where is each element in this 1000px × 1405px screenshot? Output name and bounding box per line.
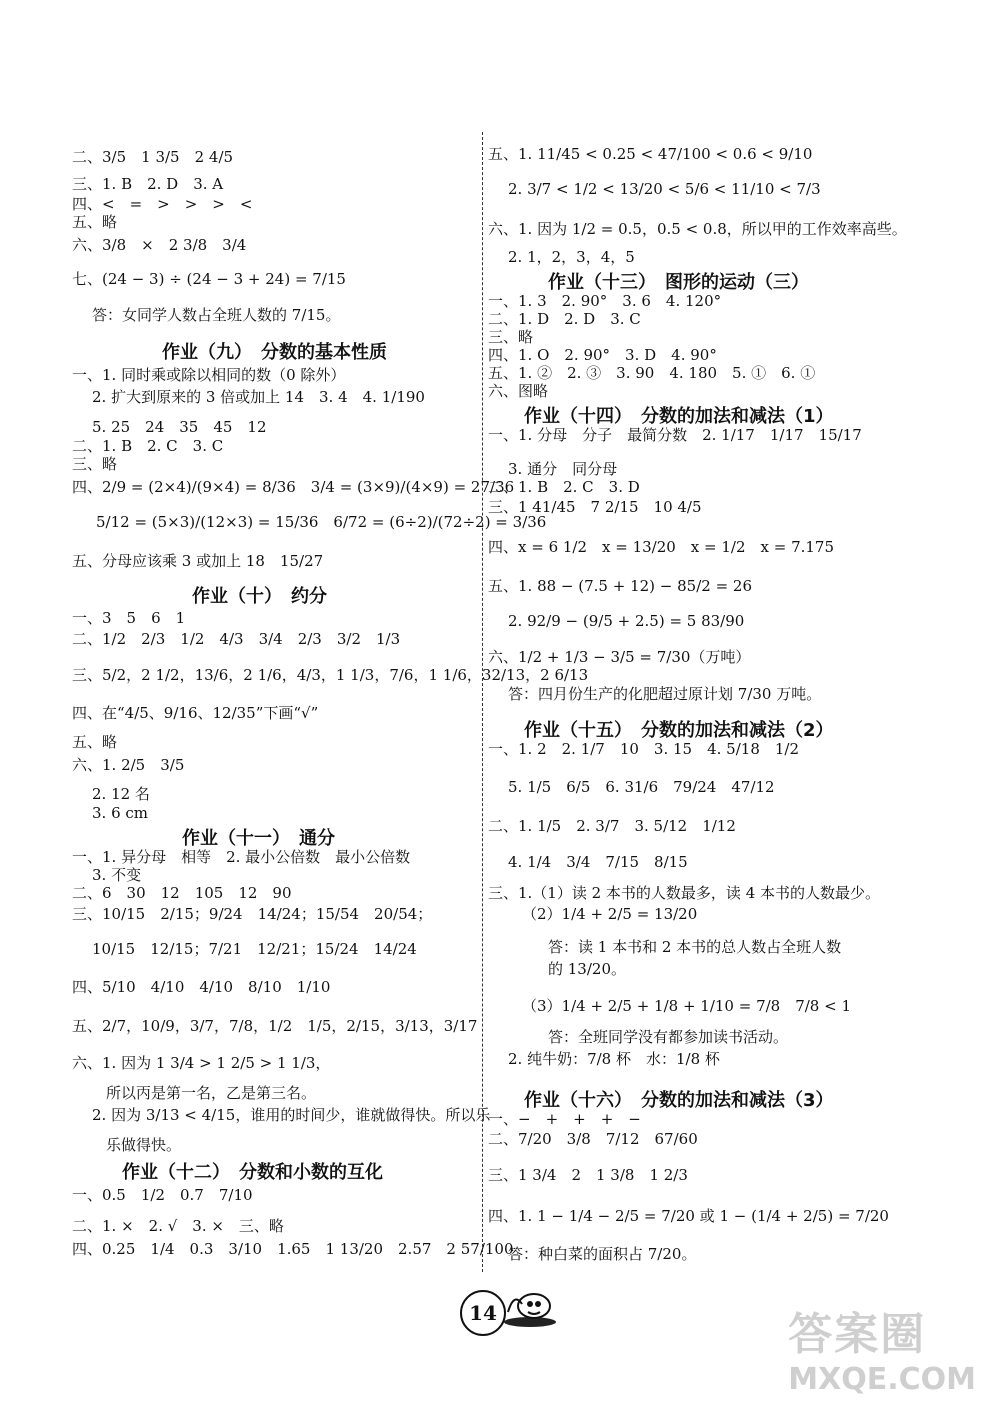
answer-line: 一、− + + + − xyxy=(488,1110,641,1128)
answer-line: 三、略 xyxy=(72,455,118,473)
page-number: 14 xyxy=(460,1290,506,1336)
answer-line: 四、< = > > > < xyxy=(72,195,253,213)
cartoon-mascot-icon xyxy=(500,1282,560,1330)
answer-line: 五、1. 11/45 < 0.25 < 47/100 < 0.6 < 9/10 xyxy=(488,145,813,163)
answer-line: 2. 92/9 − (9/5 + 2.5) = 5 83/90 xyxy=(508,612,745,630)
answer-line: 的 13/20。 xyxy=(548,960,626,978)
answer-line: 四、0.25 1/4 0.3 3/10 1.65 1 13/20 2.57 2 57/100 xyxy=(72,1240,514,1258)
answer-line: 一、1. 异分母 相等 2. 最小公倍数 最小公倍数 xyxy=(72,848,411,866)
answer-line: 2. 1，2，3，4，5 xyxy=(508,248,635,266)
answer-line: 5. 25 24 35 45 12 xyxy=(92,418,267,436)
answer-line: 三、1 3/4 2 1 3/8 1 2/3 xyxy=(488,1166,688,1184)
answer-line: 一、0.5 1/2 0.7 7/10 xyxy=(72,1186,253,1204)
answer-line: 一、3 5 6 1 xyxy=(72,609,186,627)
answer-line: 一、1. 同时乘或除以相同的数（0 除外） xyxy=(72,366,346,384)
answer-line: 2. 纯牛奶：7/8 杯 水：1/8 杯 xyxy=(508,1050,720,1068)
answer-line: 二、1. 1/5 2. 3/7 3. 5/12 1/12 xyxy=(488,817,736,835)
section-heading: 作业（九） 分数的基本性质 xyxy=(162,342,387,363)
answer-line: 三、略 xyxy=(488,328,534,346)
answer-line: 二、3/5 1 3/5 2 4/5 xyxy=(72,148,234,166)
answer-line: 六、1/2 + 1/3 − 3/5 = 7/30（万吨） xyxy=(488,648,751,666)
answer-line: 三、1.（1）读 2 本书的人数最多，读 4 本书的人数最少。 xyxy=(488,884,881,902)
answer-line: 二、1. B 2. C 3. D xyxy=(488,478,640,496)
answer-line: 四、2/9 = (2×4)/(9×4) = 8/36 3/4 = (3×9)/(4×9) = 27/36 xyxy=(72,478,515,496)
answer-line: 四、1. 1 − 1/4 − 2/5 = 7/20 或 1 − (1/4 + 2/5) = 7/20 xyxy=(488,1207,889,1225)
answer-line: 五、略 xyxy=(72,213,118,231)
answer-line: 一、1. 分母 分子 最简分数 2. 1/17 1/17 15/17 xyxy=(488,426,862,444)
watermark xyxy=(788,1298,976,1397)
answer-line: （2）1/4 + 2/5 = 13/20 xyxy=(522,905,698,923)
answer-line: 二、1/2 2/3 1/2 4/3 3/4 2/3 3/2 1/3 xyxy=(72,630,401,648)
answer-line: 答：读 1 本书和 2 本书的总人数占全班人数 xyxy=(548,938,842,956)
answer-line: 2. 12 名 xyxy=(92,785,150,803)
section-heading: 作业（十二） 分数和小数的互化 xyxy=(122,1162,383,1183)
answer-line: 4. 1/4 3/4 7/15 8/15 xyxy=(508,853,688,871)
section-heading: 作业（十四） 分数的加法和减法（1） xyxy=(524,406,834,427)
answer-line: 三、1 41/45 7 2/15 10 4/5 xyxy=(488,498,702,516)
section-heading: 作业（十五） 分数的加法和减法（2） xyxy=(524,720,834,741)
answer-line: 五、分母应该乘 3 或加上 18 15/27 xyxy=(72,552,324,570)
section-heading: 作业（十六） 分数的加法和减法（3） xyxy=(524,1090,834,1111)
answer-line: 四、5/10 4/10 4/10 8/10 1/10 xyxy=(72,978,331,996)
answer-line: 二、7/20 3/8 7/12 67/60 xyxy=(488,1130,698,1148)
answer-line: 所以丙是第一名，乙是第三名。 xyxy=(106,1084,317,1102)
answer-line: 5. 1/5 6/5 6. 31/6 79/24 47/12 xyxy=(508,778,775,796)
answer-line: 六、1. 2/5 3/5 xyxy=(72,756,185,774)
answer-line: 2. 3/7 < 1/2 < 13/20 < 5/6 < 11/10 < 7/3 xyxy=(508,180,821,198)
answer-line: 2. 因为 3/13 < 4/15，谁用的时间少，谁就做得快。所以乐 xyxy=(92,1106,491,1124)
answer-line: 二、1. D 2. D 3. C xyxy=(488,310,641,328)
answer-line: 六、1. 因为 1/2 = 0.5，0.5 < 0.8，所以甲的工作效率高些。 xyxy=(488,220,907,238)
answer-line: 二、1. × 2. √ 3. × 三、略 xyxy=(72,1217,284,1235)
answer-line: 三、1. B 2. D 3. A xyxy=(72,175,224,193)
answer-line: 答：种白菜的面积占 7/20。 xyxy=(508,1245,697,1263)
answer-line: 六、3/8 × 2 3/8 3/4 xyxy=(72,236,247,254)
watermark-en: MXQE.COM xyxy=(788,1362,976,1397)
answer-line: 五、2/7，10/9，3/7，7/8，1/2 1/5，2/15，3/13，3/17 xyxy=(72,1017,478,1035)
answer-line: 二、6 30 12 105 12 90 xyxy=(72,884,292,902)
answer-line: 2. 扩大到原来的 3 倍或加上 14 3. 4 4. 1/190 xyxy=(92,388,425,406)
answer-line: 三、10/15 2/15；9/24 14/24；15/54 20/54； xyxy=(72,905,433,923)
watermark-cn: 答案圈 xyxy=(788,1309,927,1360)
answer-line: 乐做得快。 xyxy=(106,1136,182,1154)
answer-line: 四、在“4/5、9/16、12/35”下画“√” xyxy=(72,704,319,722)
answer-line: 答：全班同学没有都参加读书活动。 xyxy=(548,1028,789,1046)
answer-line: 答：女同学人数占全班人数的 7/15。 xyxy=(92,306,341,324)
answer-line: 3. 6 cm xyxy=(92,804,149,822)
answer-line: 5/12 = (5×3)/(12×3) = 15/36 6/72 = (6÷2)/(72÷2) = 3/36 xyxy=(96,513,547,531)
answer-line: 四、x = 6 1/2 x = 13/20 x = 1/2 x = 7.175 xyxy=(488,538,835,556)
answer-line: 10/15 12/15；7/21 12/21；15/24 14/24 xyxy=(92,940,417,958)
answer-line: 3. 通分 同分母 xyxy=(508,460,618,478)
section-heading: 作业（十一） 通分 xyxy=(182,828,335,849)
answer-line: 五、1. 88 − (7.5 + 12) − 85/2 = 26 xyxy=(488,577,753,595)
answer-line: 六、图略 xyxy=(488,382,549,400)
answer-line: 六、1. 因为 1 3/4 > 1 2/5 > 1 1/3， xyxy=(72,1054,331,1072)
section-heading: 作业（十三） 图形的运动（三） xyxy=(548,272,809,293)
answer-line: 答：四月份生产的化肥超过原计划 7/30 万吨。 xyxy=(508,685,822,703)
answer-line: 一、1. 3 2. 90° 3. 6 4. 120° xyxy=(488,292,722,310)
answer-line: 七、(24 − 3) ÷ (24 − 3 + 24) = 7/15 xyxy=(72,270,346,288)
answer-line: 一、1. 2 2. 1/7 10 3. 15 4. 5/18 1/2 xyxy=(488,740,800,758)
answer-line: 五、1. ② 2. ③ 3. 90 4. 180 5. ① 6. ① xyxy=(488,364,816,382)
answer-line: 3. 不变 xyxy=(92,866,142,884)
column-divider xyxy=(482,132,483,1272)
answer-line: 五、略 xyxy=(72,733,118,751)
section-heading: 作业（十） 约分 xyxy=(192,586,327,607)
answer-line: 三、5/2，2 1/2，13/6，2 1/6，4/3，1 1/3，7/6，1 1/6，32/13，2 6/13 xyxy=(72,666,589,684)
answer-line: （3）1/4 + 2/5 + 1/8 + 1/10 = 7/8 7/8 < 1 xyxy=(522,997,851,1015)
answer-line: 二、1. B 2. C 3. C xyxy=(72,437,224,455)
answer-line: 四、1. O 2. 90° 3. D 4. 90° xyxy=(488,346,717,364)
